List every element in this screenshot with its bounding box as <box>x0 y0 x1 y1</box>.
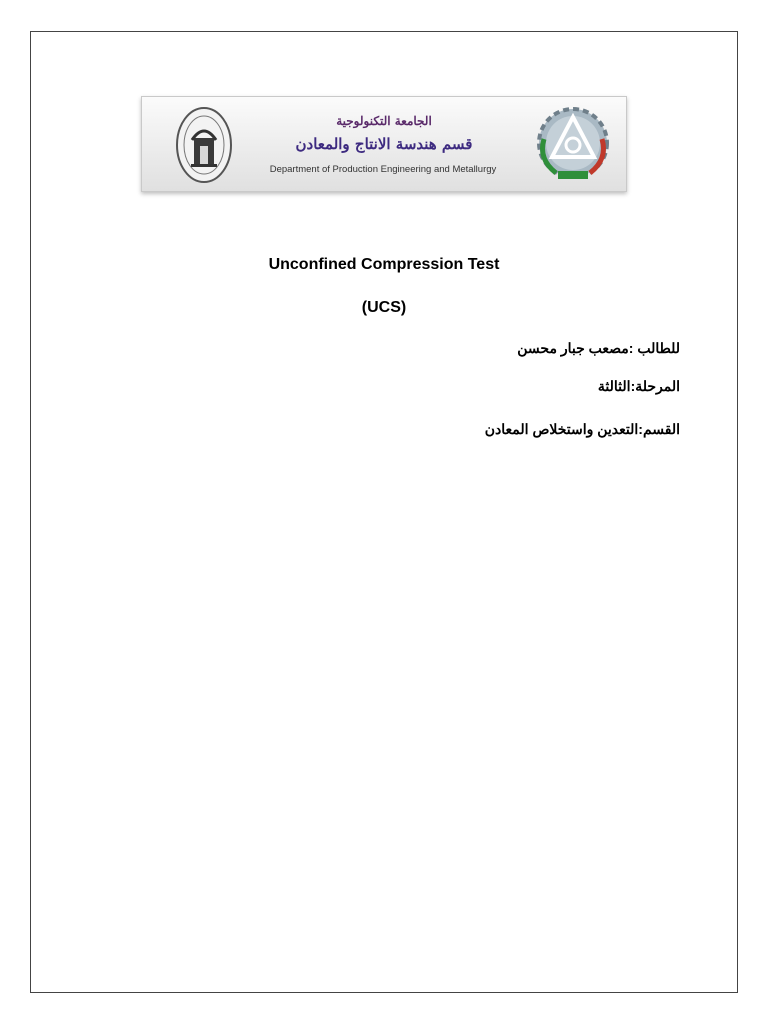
document-title: Unconfined Compression Test <box>268 256 500 273</box>
department-name-ar: قسم هندسة الانتاج والمعادن <box>295 135 473 153</box>
department-line: القسم:التعدين واستخلاص المعادن <box>484 421 680 437</box>
university-seal-logo <box>175 106 233 184</box>
stage-line: المرحلة:الثالثة <box>597 378 680 394</box>
department-banner <box>141 96 627 192</box>
department-gear-logo <box>534 101 612 187</box>
department-name-en: Department of Production Engineering and Metallurgy <box>269 164 497 175</box>
student-name-line: للطالب :مصعب جبار محسن <box>517 340 680 356</box>
document-subtitle: (UCS) <box>361 299 407 316</box>
university-name-ar: الجامعة التكنولوجية <box>336 114 432 128</box>
